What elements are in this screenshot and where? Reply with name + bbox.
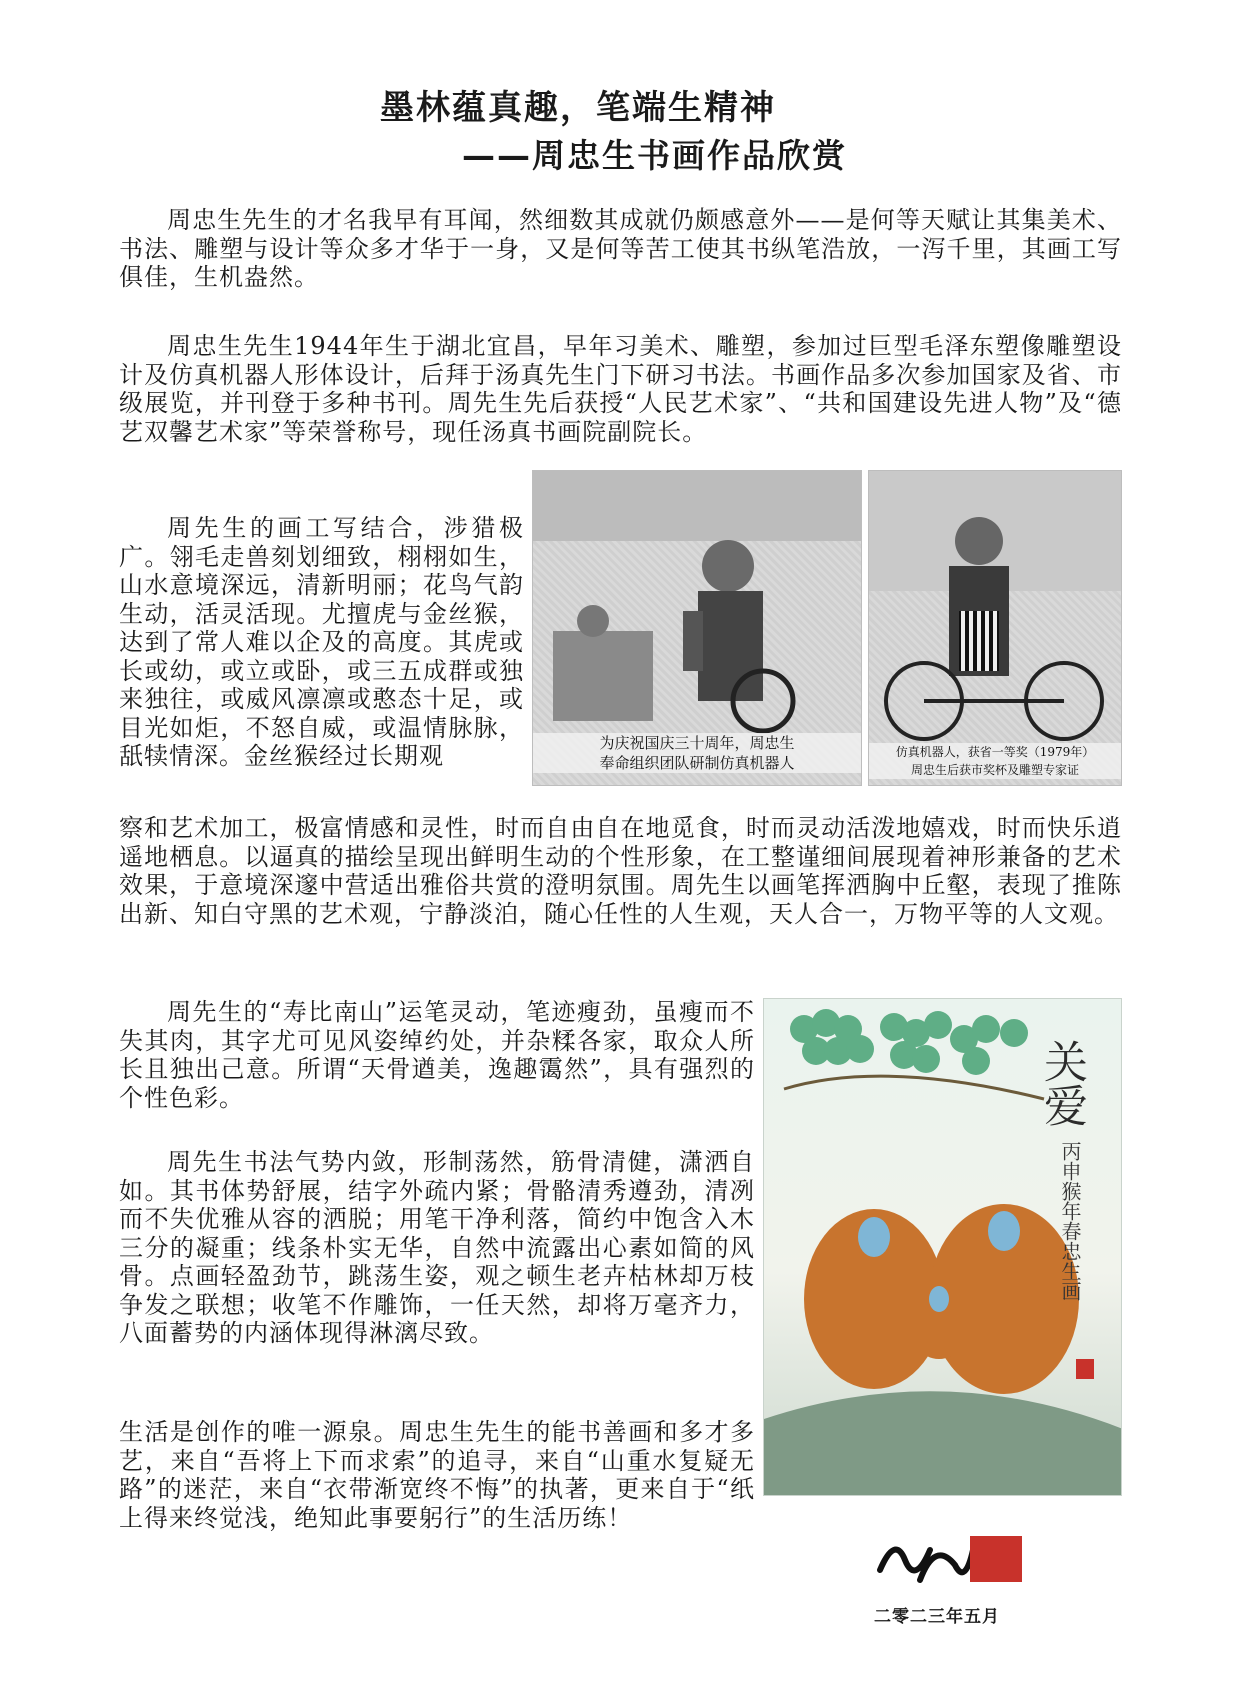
left-photo-caption <box>533 733 861 773</box>
paragraph-biography: 周忠生先生1944年生于湖北宜昌，早年习美术、雕塑，参加过巨型毛泽东塑像雕塑设计及仿真机器人形体设计，后拜于汤真先生门下研习书法。书画作品多次参加国家及省、市级展览，并刊登于多种书刊。周先生先后获授“人民艺术家”、“共和国建设先进人物”及“德艺双馨艺术家”等荣誉称号，现任汤真书画院副院长。 <box>119 332 1122 446</box>
left-photo-caption-line1: 为庆祝国庆三十周年，周忠生 <box>599 734 795 752</box>
article-title: 墨林蕴真趣，笔端生精神 <box>380 88 776 128</box>
right-photo-caption-line2: 周忠生后获市奖杯及雕塑专家证 <box>910 763 1079 777</box>
painting-inscription: 丙申猴年春忠生画 <box>1058 1141 1082 1301</box>
paragraph-painting-style-a: 周先生的画工写结合，涉猎极广。翎毛走兽刻划细致，栩栩如生，山水意境深远，清新明丽；花鸟气韵生动，活灵活现。尤擅虎与金丝猴，达到了常人难以企及的高度。其虎或长或幼，或立或卧，或三五成群或独来独往，或威风凛凛或憨态十足，或目光如炬，不怒自威，或温情脉脉，舐犊情深。金丝猴经过长期观 <box>119 514 524 770</box>
paragraph-conclusion: 生活是创作的唯一源泉。周忠生先生的能书善画和多才多艺，来自“吾将上下而求索”的追寻，来自“山重水复疑无路”的迷茫，来自“衣带渐宽终不悔”的执著，更来自于“纸上得来终觉浅，绝知此事要躬行”的生活历练！ <box>119 1418 755 1532</box>
article-subtitle: ——周忠生书画作品欣赏 <box>462 136 847 175</box>
signature-brush-stroke <box>875 1530 1035 1590</box>
paragraph-intro: 周忠生先生的才名我早有耳闻，然细数其成就仍颇感意外——是何等天赋让其集美术、书法、雕塑与设计等众多才华于一身，又是何等苦工使其书纵笔浩放，一泻千里，其画工写俱佳，生机盎然。 <box>119 206 1122 291</box>
paragraph-painting-style-b: 察和艺术加工，极富情感和灵性，时而自由自在地觅食，时而灵动活泼地嬉戏，时而快乐逍遥地栖息。以逼真的描绘呈现出鲜明生动的个性形象，在工整谨细间展现着神形兼备的艺术效果，于意境深邃中营适出雅俗共赏的澄明氛围。周先生以画笔挥洒胸中丘壑，表现了推陈出新、知白守黑的艺术观，宁静淡泊，随心任性的人生观，天人合一，万物平等的人文观。 <box>119 814 1122 928</box>
right-photo-caption <box>869 743 1121 779</box>
archival-photo-robot-team <box>532 470 862 786</box>
paragraph-calligraphy-shoubi: 周先生的“寿比南山”运笔灵动，笔迹瘦劲，虽瘦而不失其肉，其字尤可见风姿绰约处，并杂糅各家，取众人所长且独出己意。所谓“天骨遒美，逸趣霭然”，具有强烈的个性色彩。 <box>119 998 755 1112</box>
archival-photo-robot-award <box>868 470 1122 786</box>
left-photo-caption-line2: 奉命组织团队研制仿真机器人 <box>599 754 795 772</box>
golden-monkey-painting <box>763 998 1122 1496</box>
robot-bicycle-illustration <box>869 471 1122 786</box>
seal-stamp-icon <box>970 1536 1022 1582</box>
right-photo-caption-line1: 仿真机器人，获省一等奖（1979年） <box>895 745 1095 759</box>
publication-date: 二零二三年五月 <box>874 1607 1000 1627</box>
author-signature <box>875 1530 1035 1590</box>
paragraph-calligraphy-style: 周先生书法气势内敛，形制荡然，筋骨清健，潇洒自如。其书体势舒展，结字外疏内紧；骨骼清秀遵劲，清冽而不失优雅从容的洒脱；用笔干净利落，简约中饱含入木三分的凝重；线条朴实无华，自然中流露出心素如简的风骨。点画轻盈劲节，跳荡生姿，观之顿生老卉枯林却万枝争发之联想；收笔不作雕饰，一任天然，却将万毫齐力，八面蓄势的内涵体现得淋漓尽致。 <box>119 1148 755 1347</box>
painting-title: 关爱 <box>1036 1039 1087 1127</box>
